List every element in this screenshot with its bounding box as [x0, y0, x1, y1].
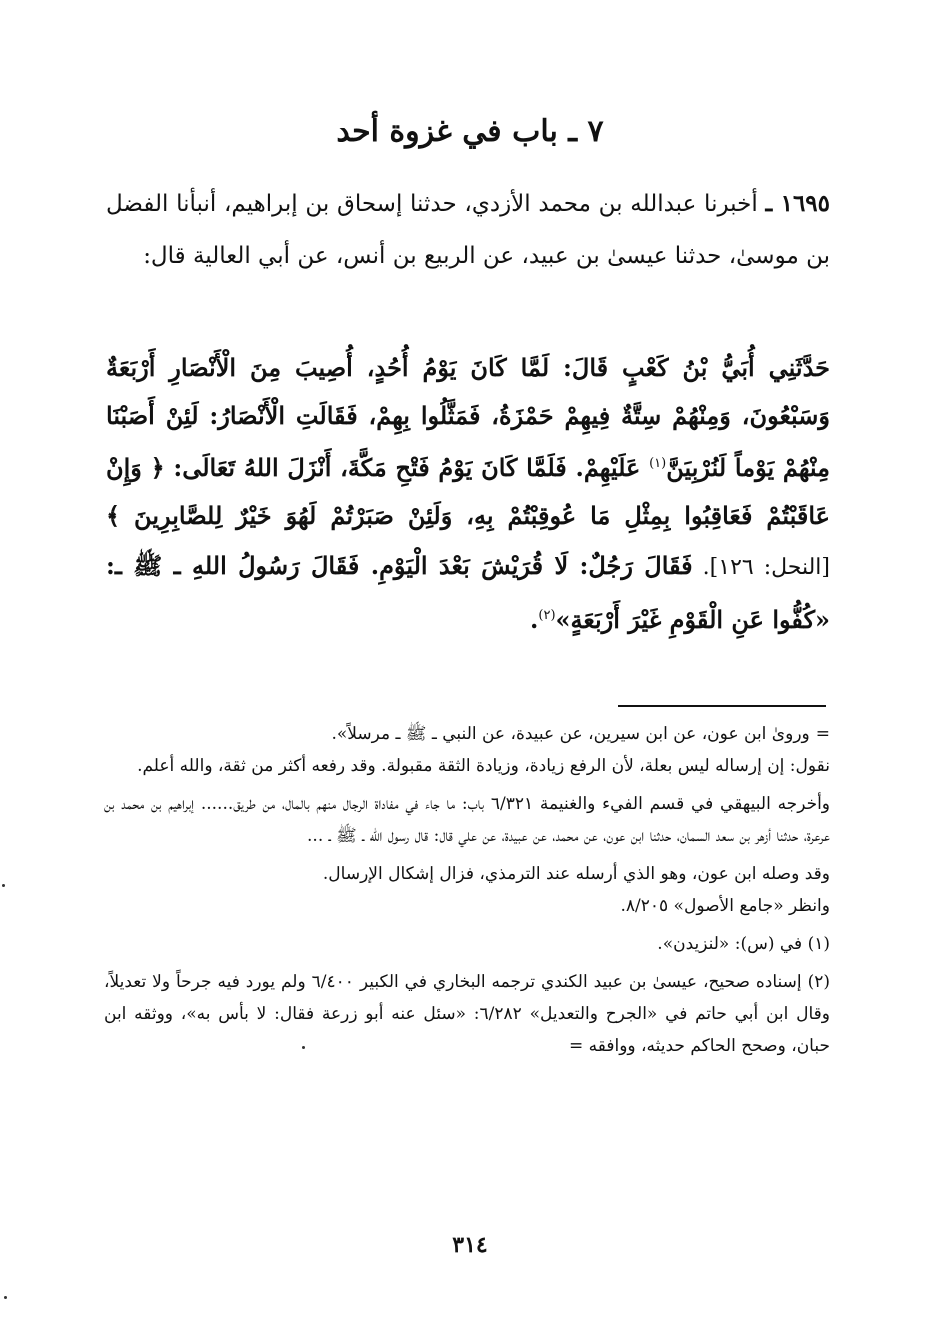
footnote-text: (٢) إسناده صحيح، عيسىٰ بن عبيد الكندي ترجمه البخاري في الكبير ٦/٤٠٠ ولم يورد فيه جرحاً ولا تعديلاً، وقال ابن أبي حاتم في «الجرح والتعديل» ٦/٢٨٢: «سئل عنه أبو زرعة فقال: لا بأس به»، ووثقه ابن حبان، وصحح الحاكم حديثه، ووافقه	[104, 972, 830, 1056]
footnote-line	[104, 966, 830, 1062]
footnote-1	[104, 928, 830, 960]
footnote-line: وأخرجه البيهقي في قسم الفيء والغنيمة ٦/٣٢١ باب: ما جاء في مفاداة الرجال منهم بالمال، من طريق...... إبراهيم بن محمد بن عرعرة، حدثنا أزهر بن سعد السمان، حدثنا ابن عون، عن محمد، عن عبيدة، عن علي قال: قال رسول الله ـ ﷺ ـ ...	[104, 794, 831, 846]
matn-part-1: حَدَّثَنِي أُبَيُّ بْنُ كَعْبٍ قَالَ: لَمَّا كَانَ يَوْمُ أُحُدٍ، أُصِيبَ مِنَ الْأَنْصَارِ أَرْبَعَةٌ وَسَبْعُونَ، وَمِنْهُمْ سِتَّةٌ فِيهِمْ حَمْزَةُ، فَمَثَّلُوا بِهِمْ، فَقَالَتِ الْأَنْصَارُ: لَئِنْ أَصَبْنَا مِنْهُمْ يَوْماً لَنُرْبِيَنَّ	[106, 353, 831, 482]
footnote-separator	[618, 705, 826, 707]
footnote-line: نقول: إن إرساله ليس بعلة، لأن الرفع زيادة، وزيادة الثقة مقبولة. وقد رفعه أكثر من ثقة، والله أعلم.	[137, 756, 830, 776]
quran-reference: [النحل: ١٢٦].	[692, 555, 831, 580]
footnote-block-bayhaqi	[104, 788, 830, 852]
scan-speck	[302, 1046, 305, 1049]
page-number: ٣١٤	[452, 1232, 488, 1258]
matn-part-2: عَلَيْهِمْ. فَلَمَّا كَانَ يَوْمُ فَتْحِ مَكَّةَ، أَنْزَلَ اللهُ تَعَالَى: ﴿ وَإِنْ عَاقَبْتُمْ فَعَاقِبُوا بِمِثْلِ مَا عُوقِبْتُمْ بِهِ، وَلَئِنْ صَبَرْتُمْ لَهُوَ خَيْرٌ لِلصَّابِرِينَ ﴾	[106, 453, 830, 530]
footnote-text: ورویٰ ابن عون، عن ابن سيرين، عن عبيدة، عن النبي ـ ﷺ ـ مرسلاً».	[331, 724, 810, 744]
footnote-line: (١) في (س): «لنزيدن».	[657, 934, 830, 954]
scan-speck	[4, 1296, 7, 1299]
matn-end: .	[530, 605, 539, 634]
footnote-marker-1: (١)	[649, 456, 667, 471]
footnote-line	[104, 718, 830, 750]
footnote-2	[104, 966, 830, 1062]
hadith-number: ١٦٩٥ ـ	[765, 190, 831, 217]
hadith-isnad	[106, 178, 830, 282]
footnote-marker-2: (٢)	[538, 608, 556, 623]
scan-speck	[2, 884, 5, 887]
matn-part-3: فَقَالَ رَجُلٌ: لَا قُرَيْشَ بَعْدَ الْيَوْمِ. فَقَالَ رَسُولُ اللهِ ـ ﷺ ـ: «كُفُّوا عَنِ الْقَوْمِ غَيْرَ أَرْبَعَةٍ»	[106, 551, 830, 634]
isnad-text: أخبرنا عبدالله بن محمد الأزدي، حدثنا إسحاق بن إبراهيم، أنبأنا الفضل بن موسىٰ، حدثنا عيسىٰ بن عبيد، عن الربيع بن أنس، عن أبي العالية قال:	[106, 191, 830, 269]
hadith-matn	[106, 344, 830, 644]
footnote-block-ibn-awn	[104, 858, 830, 922]
chapter-title: ٧ ـ باب في غزوة أحد	[336, 114, 604, 149]
continuation-mark: =	[569, 1036, 584, 1056]
footnote-block-continued	[104, 718, 830, 782]
footnotes-section	[104, 718, 830, 1068]
continuation-mark: =	[815, 724, 830, 744]
footnote-line: وقد وصله ابن عون، وهو الذي أرسله عند الترمذي، فزال إشكال الإرسال.	[322, 864, 830, 884]
footnote-line: وانظر «جامع الأصول» ٨/٢٠٥.	[620, 896, 830, 916]
